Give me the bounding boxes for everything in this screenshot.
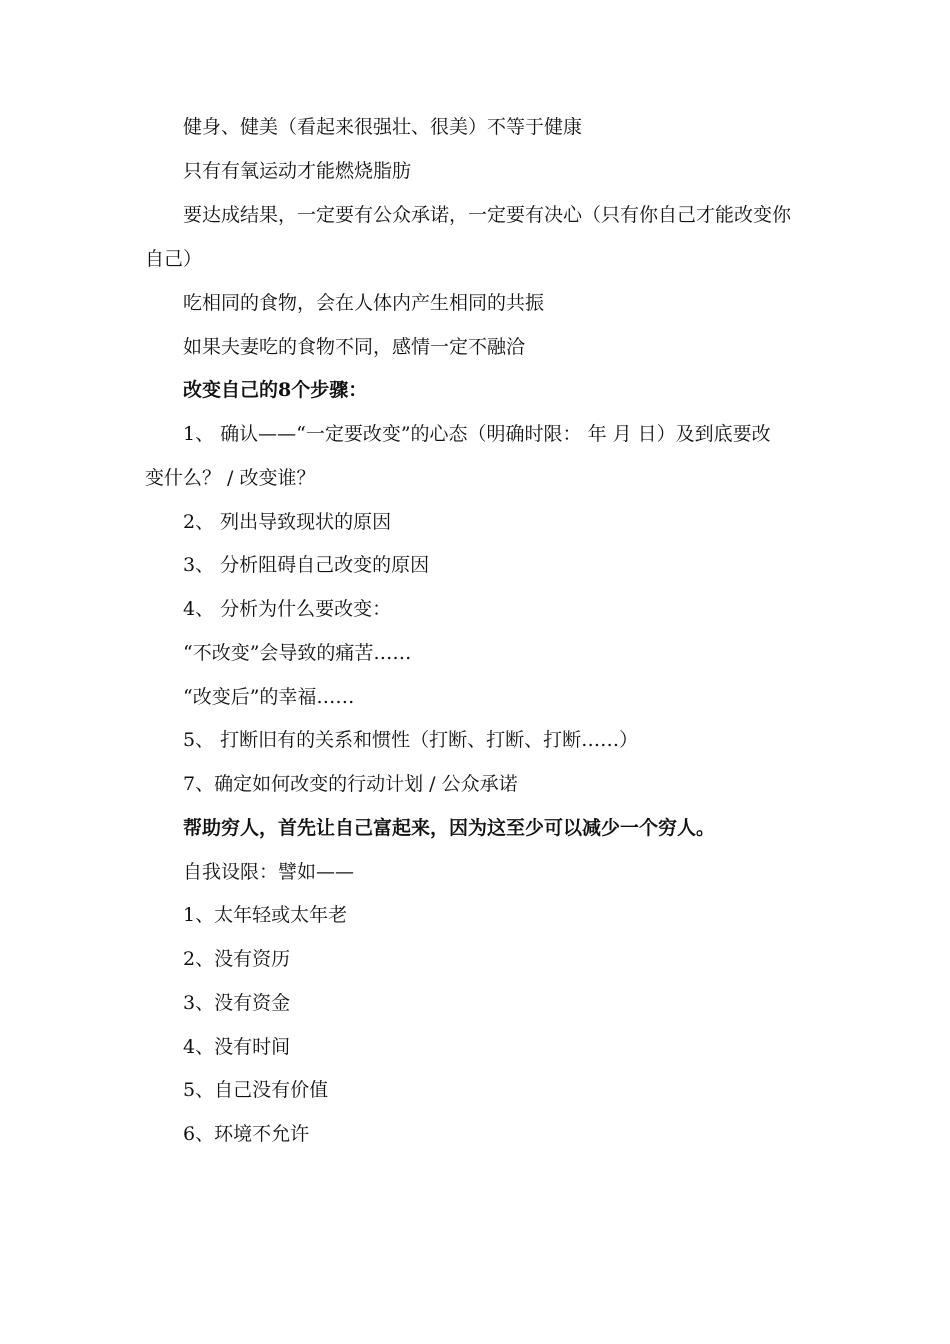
step-4: 4、 分析为什么要改变： — [183, 598, 392, 620]
step-3: 3、 分析阻碍自己改变的原因 — [183, 554, 430, 576]
limitation-item-6: 6、环境不允许 — [183, 1123, 310, 1145]
paragraph-public-commitment: 要达成结果，一定要有公众承诺，一定要有决心（只有你自己才能改变你 — [183, 204, 792, 226]
paragraph-same-food-resonance: 吃相同的食物，会在人体内产生相同的共振 — [183, 292, 545, 314]
limitation-item-3: 3、没有资金 — [183, 992, 291, 1014]
step-1-continued: 变什么？ / 改变谁？ — [145, 467, 316, 489]
paragraph-couples-food: 如果夫妻吃的食物不同，感情一定不融洽 — [183, 336, 526, 358]
step-2: 2、 列出导致现状的原因 — [183, 511, 392, 533]
limitation-item-1: 1、太年轻或太年老 — [183, 904, 348, 926]
paragraph-public-commitment-continued: 自己） — [145, 248, 203, 270]
step-7: 7、确定如何改变的行动计划 / 公众承诺 — [183, 773, 518, 795]
limitation-item-5: 5、自己没有价值 — [183, 1079, 329, 1101]
limitation-item-4: 4、没有时间 — [183, 1036, 291, 1058]
step-5: 5、 打断旧有的关系和惯性（打断、打断、打断……） — [183, 729, 639, 751]
paragraph-help-the-poor: 帮助穷人，首先让自己富起来，因为这至少可以减少一个穷人。 — [183, 817, 716, 839]
paragraph-aerobic-exercise: 只有有氧运动才能燃烧脂肪 — [183, 160, 412, 182]
step-4-pain: “不改变”会导致的痛苦…… — [183, 642, 412, 664]
step-4-happiness: “改变后”的幸福…… — [183, 686, 355, 708]
limitation-item-2: 2、没有资历 — [183, 948, 291, 970]
paragraph-self-limitation: 自我设限：譬如—— — [183, 861, 355, 883]
section-heading-8-steps: 改变自己的8个步骤： — [183, 379, 368, 401]
step-1: 1、 确认——“一定要改变”的心态（明确时限： 年 月 日）及到底要改 — [183, 423, 771, 445]
paragraph-fitness-not-health: 健身、健美（看起来很强壮、很美）不等于健康 — [183, 116, 583, 138]
